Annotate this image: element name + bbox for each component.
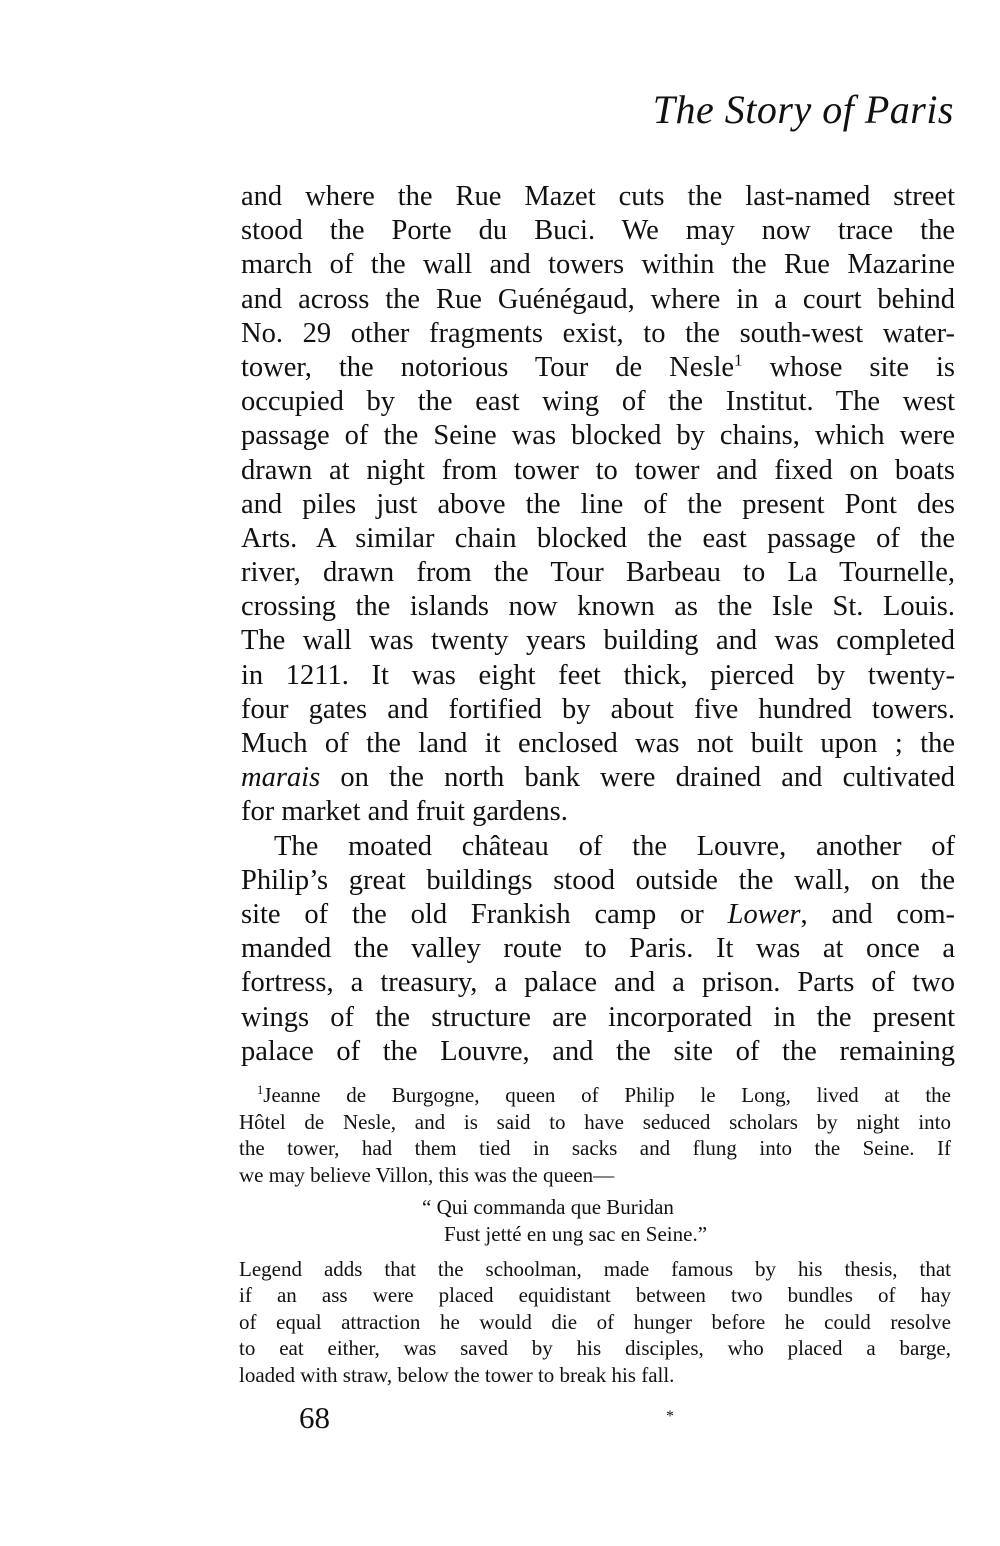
text-line: four gates and fortified by about five hundred towers. (241, 693, 955, 725)
asterisk-ornament: * (666, 1408, 674, 1425)
footnote-line: we may believe Villon, this was the queen— (239, 1162, 615, 1187)
text-line: wings of the structure are incorporated in the present (241, 1001, 955, 1033)
footnote-line: if an ass were placed equidistant between two bundles of hay (239, 1283, 951, 1308)
footnote-line: loaded with straw, below the tower to break his fall. (239, 1362, 675, 1387)
text-line-italic-start (241, 761, 955, 795)
footnote-marker: 1 (257, 1083, 264, 1097)
footnote-reference[interactable]: 1 (734, 350, 743, 370)
text-segment: on the north bank were drained and cultivated (320, 762, 955, 794)
text-segment: Jeanne de Burgogne, queen of Philip le Long, lived at the (263, 1083, 951, 1107)
text-line: march of the wall and towers within the Rue Mazarine (241, 249, 955, 281)
text-line: in 1211. It was eight feet thick, pierced by twenty- (241, 659, 955, 691)
verse-line: Fust jetté en ung sac en Seine.” (444, 1221, 708, 1246)
footnote (239, 1082, 951, 1389)
paragraph-start-line: The moated château of the Louvre, another of (274, 830, 955, 862)
text-line: Much of the land it enclosed was not built upon ; the (241, 728, 955, 759)
text-line: river, drawn from the Tour Barbeau to La Tournelle, (241, 557, 955, 589)
body-text (241, 180, 955, 1069)
text-line: fortress, a treasury, a palace and a prison. Parts of two (241, 967, 955, 999)
text-line: Philip’s great buildings stood outside the wall, on the (241, 864, 955, 896)
text-segment: , and com- (800, 898, 955, 930)
footnote-line: the tower, had them tied in sacks and flung into the Seine. If (239, 1136, 951, 1161)
footnote-line: Hôtel de Nesle, and is said to have seduced scholars by night into (239, 1109, 951, 1134)
text-line: manded the valley route to Paris. It was at once a (241, 933, 955, 965)
verse-line: “ Qui commanda que Buridan (422, 1195, 674, 1220)
text-line: palace of the Louvre, and the site of the remaining (241, 1035, 955, 1067)
text-line: and piles just above the line of the present Pont des (241, 488, 955, 520)
text-segment: site of the old Frankish camp or (241, 898, 728, 930)
text-line: No. 29 other fragments exist, to the south-west water- (241, 317, 955, 349)
text-line: occupied by the east wing of the Institut. The west (241, 386, 955, 418)
text-line: The wall was twenty years building and was completed (241, 625, 955, 657)
paragraph-end-line: for market and fruit gardens. (241, 796, 568, 828)
text-line: passage of the Seine was blocked by chains, which were (241, 420, 955, 452)
text-segment: tower, the notorious Tour de Nesle (241, 351, 735, 383)
footnote-line: Legend adds that the schoolman, made famous by his thesis, that (239, 1256, 951, 1281)
text-line: Arts. A similar chain blocked the east passage of the (241, 522, 955, 554)
footnote-first-line (239, 1082, 951, 1109)
running-head: The Story of Paris (652, 87, 954, 132)
footnote-line: of equal attraction he would die of hunger before he could resolve (239, 1309, 951, 1334)
text-line-italic (241, 898, 955, 932)
page-number: 68 (299, 1400, 330, 1435)
text-line-with-footnote-ref (241, 351, 955, 385)
text-line: stood the Porte du Buci. We may now trace the (241, 215, 955, 247)
text-line: and across the Rue Guénégaud, where in a court behind (241, 283, 955, 315)
text-segment: whose site is (742, 351, 955, 383)
text-line: crossing the islands now known as the Isle St. Louis. (241, 591, 955, 623)
footnote-line: to eat either, was saved by his disciples, who placed a barge, (239, 1336, 951, 1361)
italic-word: marais (241, 762, 321, 794)
italic-word: Lower (727, 898, 801, 930)
text-line: drawn at night from tower to tower and fixed on boats (241, 454, 955, 486)
text-line: and where the Rue Mazet cuts the last-named street (241, 181, 955, 212)
